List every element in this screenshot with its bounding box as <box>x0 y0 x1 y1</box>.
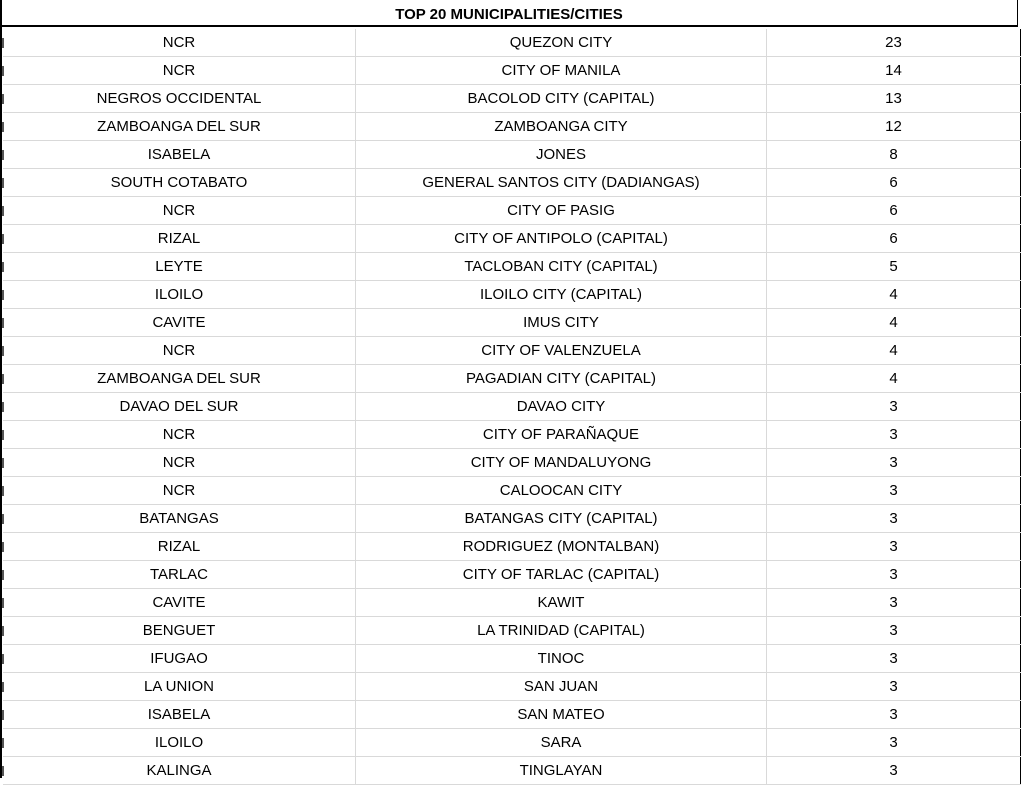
province-cell[interactable]: LEYTE <box>3 253 356 281</box>
city-cell[interactable]: BACOLOD CITY (CAPITAL) <box>356 85 767 113</box>
count-cell[interactable]: 3 <box>767 617 1021 645</box>
table-row <box>3 225 1021 253</box>
data-table <box>3 29 1021 785</box>
province-cell[interactable]: SOUTH COTABATO <box>3 169 356 197</box>
city-cell[interactable]: CITY OF TARLAC (CAPITAL) <box>356 561 767 589</box>
count-cell[interactable]: 23 <box>767 29 1021 57</box>
count-cell[interactable]: 5 <box>767 253 1021 281</box>
count-cell[interactable]: 3 <box>767 421 1021 449</box>
table-title: TOP 20 MUNICIPALITIES/CITIES <box>1 0 1018 27</box>
count-cell[interactable]: 8 <box>767 141 1021 169</box>
city-cell[interactable]: DAVAO CITY <box>356 393 767 421</box>
province-cell[interactable]: NCR <box>3 197 356 225</box>
table-row <box>3 701 1021 729</box>
count-cell[interactable]: 3 <box>767 757 1021 785</box>
province-cell[interactable]: IFUGAO <box>3 645 356 673</box>
city-cell[interactable]: GENERAL SANTOS CITY (DADIANGAS) <box>356 169 767 197</box>
city-cell[interactable]: SAN MATEO <box>356 701 767 729</box>
count-cell[interactable]: 3 <box>767 729 1021 757</box>
count-cell[interactable]: 3 <box>767 505 1021 533</box>
city-cell[interactable]: CITY OF MANILA <box>356 57 767 85</box>
count-cell[interactable]: 13 <box>767 85 1021 113</box>
table-row <box>3 533 1021 561</box>
table-row <box>3 589 1021 617</box>
city-cell[interactable]: KAWIT <box>356 589 767 617</box>
province-cell[interactable]: DAVAO DEL SUR <box>3 393 356 421</box>
city-cell[interactable]: CITY OF ANTIPOLO (CAPITAL) <box>356 225 767 253</box>
city-cell[interactable]: CALOOCAN CITY <box>356 477 767 505</box>
city-cell[interactable]: CITY OF PARAÑAQUE <box>356 421 767 449</box>
count-cell[interactable]: 4 <box>767 365 1021 393</box>
count-cell[interactable]: 12 <box>767 113 1021 141</box>
province-cell[interactable]: ILOILO <box>3 729 356 757</box>
city-cell[interactable]: PAGADIAN CITY (CAPITAL) <box>356 365 767 393</box>
province-cell[interactable]: CAVITE <box>3 589 356 617</box>
province-cell[interactable]: ZAMBOANGA DEL SUR <box>3 365 356 393</box>
count-cell[interactable]: 14 <box>767 57 1021 85</box>
table-row <box>3 477 1021 505</box>
table-row <box>3 561 1021 589</box>
table-row <box>3 393 1021 421</box>
table-row <box>3 617 1021 645</box>
province-cell[interactable]: LA UNION <box>3 673 356 701</box>
count-cell[interactable]: 6 <box>767 197 1021 225</box>
province-cell[interactable]: NCR <box>3 421 356 449</box>
table-row <box>3 169 1021 197</box>
province-cell[interactable]: ISABELA <box>3 701 356 729</box>
city-cell[interactable]: ZAMBOANGA CITY <box>356 113 767 141</box>
count-cell[interactable]: 4 <box>767 281 1021 309</box>
count-cell[interactable]: 4 <box>767 309 1021 337</box>
province-cell[interactable]: NEGROS OCCIDENTAL <box>3 85 356 113</box>
table-row <box>3 757 1021 785</box>
table-row <box>3 729 1021 757</box>
count-cell[interactable]: 3 <box>767 589 1021 617</box>
city-cell[interactable]: RODRIGUEZ (MONTALBAN) <box>356 533 767 561</box>
table-row <box>3 505 1021 533</box>
table-row <box>3 141 1021 169</box>
city-cell[interactable]: SAN JUAN <box>356 673 767 701</box>
count-cell[interactable]: 3 <box>767 449 1021 477</box>
count-cell[interactable]: 3 <box>767 645 1021 673</box>
table-row <box>3 673 1021 701</box>
province-cell[interactable]: RIZAL <box>3 533 356 561</box>
table-row <box>3 449 1021 477</box>
city-cell[interactable]: QUEZON CITY <box>356 29 767 57</box>
province-cell[interactable]: CAVITE <box>3 309 356 337</box>
table-row <box>3 253 1021 281</box>
city-cell[interactable]: TINOC <box>356 645 767 673</box>
table-row <box>3 365 1021 393</box>
city-cell[interactable]: CITY OF PASIG <box>356 197 767 225</box>
table-row <box>3 197 1021 225</box>
table-row <box>3 421 1021 449</box>
province-cell[interactable]: TARLAC <box>3 561 356 589</box>
city-cell[interactable]: ILOILO CITY (CAPITAL) <box>356 281 767 309</box>
table-row <box>3 29 1021 57</box>
province-cell[interactable]: KALINGA <box>3 757 356 785</box>
province-cell[interactable]: ILOILO <box>3 281 356 309</box>
count-cell[interactable]: 4 <box>767 337 1021 365</box>
count-cell[interactable]: 3 <box>767 477 1021 505</box>
city-cell[interactable]: IMUS CITY <box>356 309 767 337</box>
count-cell[interactable]: 3 <box>767 701 1021 729</box>
city-cell[interactable]: JONES <box>356 141 767 169</box>
province-cell[interactable]: BATANGAS <box>3 505 356 533</box>
province-cell[interactable]: ZAMBOANGA DEL SUR <box>3 113 356 141</box>
table-row <box>3 645 1021 673</box>
city-cell[interactable]: CITY OF VALENZUELA <box>356 337 767 365</box>
table-row <box>3 57 1021 85</box>
count-cell[interactable]: 6 <box>767 169 1021 197</box>
province-cell[interactable]: NCR <box>3 337 356 365</box>
province-cell[interactable]: NCR <box>3 57 356 85</box>
city-cell[interactable]: LA TRINIDAD (CAPITAL) <box>356 617 767 645</box>
province-cell[interactable]: BENGUET <box>3 617 356 645</box>
count-cell[interactable]: 3 <box>767 673 1021 701</box>
city-cell[interactable]: SARA <box>356 729 767 757</box>
city-cell[interactable]: TINGLAYAN <box>356 757 767 785</box>
count-cell[interactable]: 3 <box>767 561 1021 589</box>
province-cell[interactable]: NCR <box>3 477 356 505</box>
province-cell[interactable]: ISABELA <box>3 141 356 169</box>
table-row <box>3 281 1021 309</box>
count-cell[interactable]: 6 <box>767 225 1021 253</box>
table-row <box>3 85 1021 113</box>
province-cell[interactable]: NCR <box>3 449 356 477</box>
count-cell[interactable]: 3 <box>767 533 1021 561</box>
city-cell[interactable]: CITY OF MANDALUYONG <box>356 449 767 477</box>
province-cell[interactable]: RIZAL <box>3 225 356 253</box>
city-cell[interactable]: TACLOBAN CITY (CAPITAL) <box>356 253 767 281</box>
province-cell[interactable]: NCR <box>3 29 356 57</box>
city-cell[interactable]: BATANGAS CITY (CAPITAL) <box>356 505 767 533</box>
count-cell[interactable]: 3 <box>767 393 1021 421</box>
table-row <box>3 309 1021 337</box>
table-row <box>3 337 1021 365</box>
table-row <box>3 113 1021 141</box>
